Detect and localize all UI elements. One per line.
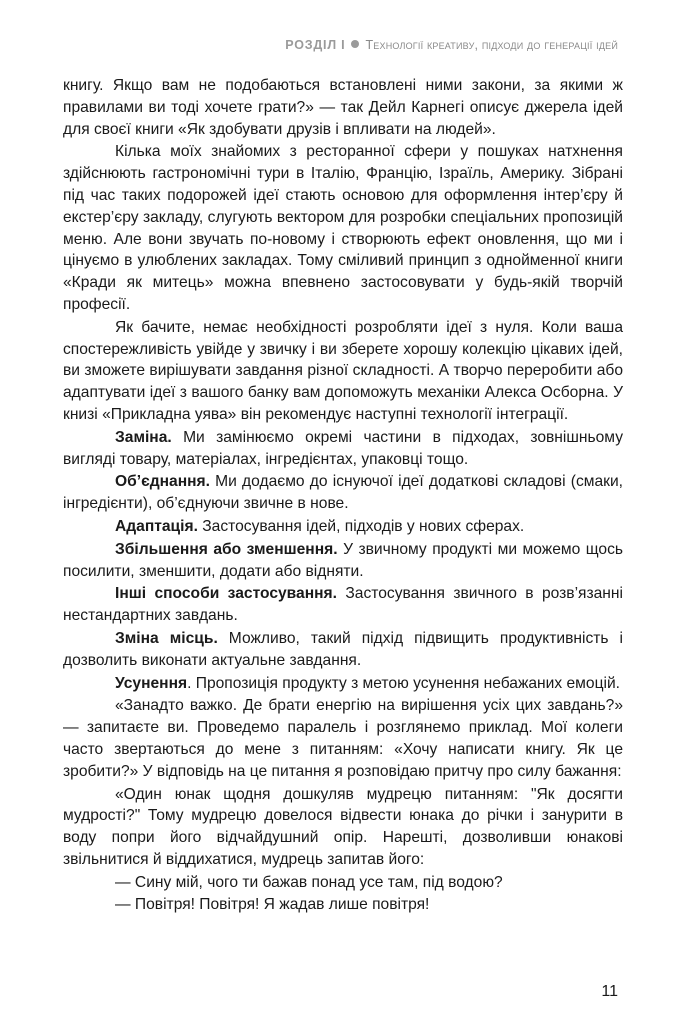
dialogue-line: — Повітря! Повітря! Я жадав лише повітря! [115, 896, 430, 914]
paragraph: книгу. Якщо вам не подобаються встановлені ними закони, за якими ж правилами ви тоді хочете грати?» — так Дейл Карнегі описує джерела ідей для своєї книги «Як здобувати друзів і впливати на людей». [63, 77, 623, 138]
parable-paragraph: «Один юнак щодня дошкуляв мудрецю питанням: "Як досягти мудрості?" Тому мудрецю довелося відвести юнака до річки і занурити в воду попри його відчайдушний опір. Нарешті, дозволивши юнакові звільнитися й віддихатися, мудрець запитав його: [63, 785, 623, 868]
technique-text: Ми додаємо до існуючої ідеї додаткові складові (смаки, інгредієнти), об’єднуючи звичне в нове. [63, 473, 623, 513]
technique-text: У звичному продукті ми можемо щось посилити, зменшити, додати або відняти. [63, 540, 623, 580]
technique-term: Адаптація. [115, 517, 198, 535]
technique-term: Заміна. [115, 428, 172, 446]
chapter-label: РОЗДІЛ І [285, 38, 346, 52]
technique-item [63, 673, 623, 695]
technique-text: . Пропозиція продукту з метою усунення небажаних емоцій. [187, 674, 621, 692]
page-number: 11 [601, 983, 618, 1000]
technique-text: Застосування звичного в розв’язанні нестандартних завдань. [63, 585, 623, 625]
technique-text: Можливо, такий підхід підвищить продуктивність і дозволить виконати актуальне завдання. [63, 629, 624, 669]
technique-term: Інші способи застосування. [115, 585, 337, 603]
paragraph: Як бачите, немає необхідності розробляти ідеї з нуля. Коли ваша спостережливість увійде у звичку і ви зберете хорошу колекцію цікавих ідей, ви зможете вирішувати завдання різної складності. А творчо переробити або адаптувати ідеї з вашого банку вам допоможуть механіки Алекса Осборна. У книзі «Прикладна уява» він рекомендує наступні технології інтеграції. [63, 318, 623, 423]
body-text [63, 75, 623, 916]
technique-item [63, 516, 623, 538]
technique-item [63, 628, 623, 672]
chapter-topic: Технології креативу, підходи до генерації ідей [365, 38, 618, 52]
technique-item [63, 427, 623, 471]
technique-item [63, 583, 623, 627]
bullet-separator [351, 40, 359, 48]
running-header [285, 38, 618, 52]
technique-item [63, 471, 623, 515]
technique-term: Збільшення або зменшення. [115, 540, 338, 558]
technique-text: Застосування ідей, підходів у нових сферах. [197, 517, 525, 535]
technique-text: Ми замінюємо окремі частини в підходах, зовнішньому вигляді товару, матеріалах, інгредієнтах, упаковці тощо. [63, 428, 623, 468]
dialogue-line: — Сину мій, чого ти бажав понад усе там, під водою? [115, 873, 503, 891]
technique-item [63, 539, 623, 583]
paragraph: «Занадто важко. Де брати енергію на вирішення усіх цих завдань?» — запитаєте ви. Проведемо паралель і розглянемо приклад. Мої колеги часто звертаються до мене з питанням: «Хочу написати книгу. Як це зробити?» У відповідь на це питання я розповідаю притчу про силу бажання: [63, 697, 623, 780]
technique-term: Усунення [115, 674, 188, 692]
technique-term: Об’єднання. [115, 473, 210, 491]
technique-term: Зміна місць. [115, 629, 218, 647]
paragraph: Кілька моїх знайомих з ресторанної сфери у пошуках натхнення здійснюють гастрономічні тури в Італію, Францію, Ізраїль, Америку. Зібрані під час таких подорожей ідеї стають основою для оформлення інтер’єру й екстер’єру закладу, слугують вектором для розробки спеціальних пропозицій меню. Але вони звучать по-новому і створюють ефект оновлення, що ми і цінуємо в улюблених закладах. Тому сміливий принцип з однойменної книги «Кради як митець» можна впевнено застосовувати у будь-якій творчій професії. [63, 143, 623, 313]
